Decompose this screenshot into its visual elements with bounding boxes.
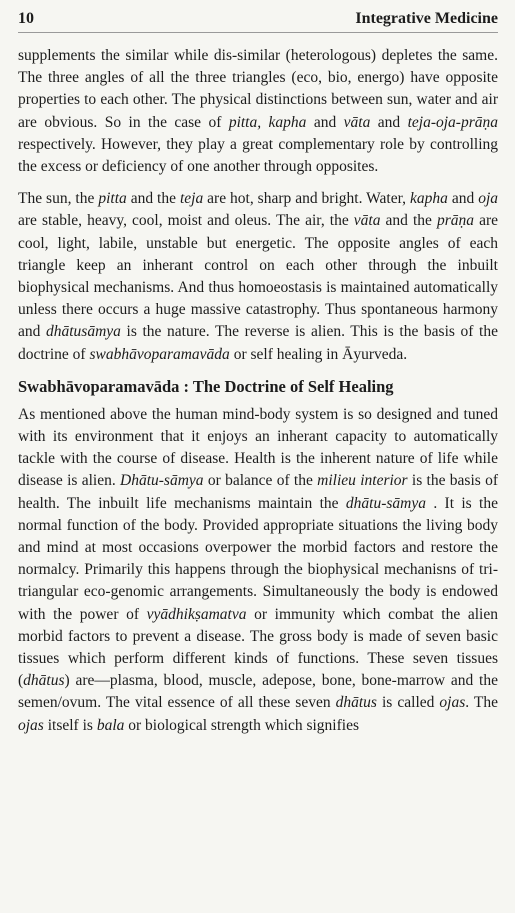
book-title: Integrative Medicine (355, 10, 498, 27)
italic-term: dhātu-sāmya (345, 494, 426, 512)
text-run: and the (380, 212, 437, 230)
italic-term: dhātusāmya (46, 323, 121, 341)
text-run: is the basis of health. The inbuilt life mechanisms maintain the (18, 472, 499, 512)
italic-term: teja-oja-prāṇa (407, 113, 498, 131)
italic-term: milieu interior (317, 472, 408, 490)
section-heading: Swabhāvoparamavāda : The Doctrine of Self Healing (18, 376, 394, 396)
text-run: or biological strength which signifies (124, 716, 359, 734)
italic-term: dhātus (335, 694, 377, 712)
text-run: or immunity which combat the alien morbid factors to prevent a disease. The gross body is made of seven basic tissues which perform different kinds of functions. These seven tissues ( (18, 605, 498, 690)
text-run: The sun, the (18, 190, 99, 208)
text-run: and (370, 113, 408, 131)
italic-term: swabhāvoparamavāda (89, 345, 230, 363)
text-run: is the nature. The reverse is alien. This is the basis of the doctrine of (18, 323, 498, 363)
text-run: are stable, heavy, cool, moist and oleus. The air, the (18, 212, 354, 230)
italic-term: prāṇa (436, 212, 475, 230)
text-run: or balance of the (203, 472, 318, 490)
italic-term: kapha (409, 190, 448, 208)
page-number: 10 (18, 10, 34, 27)
paragraph (18, 188, 498, 366)
text-run: supplements the similar while dis-similar (heterologous) depletes the same. The three angles of all the three triangles (eco, bio, energo) have opposite properties to each other. The physical distinctions between sun, water and air are obvious. So in the case of (18, 47, 498, 131)
italic-term: dhātus (23, 672, 65, 690)
italic-term: teja (179, 190, 204, 208)
paragraph (18, 404, 498, 737)
italic-term: bala (96, 716, 125, 734)
paragraph (18, 45, 498, 178)
italic-term: vāta (343, 113, 371, 131)
italic-term: ojas (18, 716, 44, 734)
text-run: is called (376, 694, 440, 712)
book-page (18, 10, 498, 747)
italic-term: ojas (439, 694, 466, 712)
text-run: As mentioned above the human mind-body system is so designed and tuned with its environment that it enjoys an inherant capacity to automatically tackle with the course of disease. Health is the inherent nature of life while disease is alien. (18, 405, 498, 490)
italic-term: pitta, kapha (228, 113, 307, 131)
text-run: itself is (43, 716, 97, 734)
italic-term: vyādhikṣamatva (146, 605, 247, 623)
text-run: respectively. However, they play a great complementary role by controlling the excess or deficiency of one another through opposites. (18, 135, 498, 176)
italic-term: Dhātu-sāmya (120, 472, 204, 490)
text-run: . It is the normal function of the body. Provided appropriate situations the living body and mind at most occasions overpower the morbid factors and restore the normalcy. Primarily this happens through the biophysical mechanisns of tri-triangular eco-genomic arrangements. Simultaneously the body is endowed with the power of (18, 494, 498, 623)
text-run: or self healing in Āyurveda. (229, 345, 408, 363)
text-run: ) are—plasma, blood, muscle, adepose, bone, bone-marrow and the semen/ovum. The vital essence of all these seven (18, 672, 498, 712)
italic-term: oja (478, 190, 498, 208)
text-run: and (447, 190, 479, 208)
text-run: are cool, light, labile, unstable but energetic. The opposite angles of each triangle keep an inherant control on each other through the inbuilt biophysical mechanisms. And thus homoeostasis is maintained automatically unless there occurs a huge massive catastrophy. Thus spontaneous harmony and (18, 212, 498, 341)
italic-term: vāta (353, 212, 381, 230)
text-run: are hot, sharp and bright. Water, (203, 190, 410, 208)
running-header (18, 10, 498, 33)
italic-term: pitta (98, 190, 127, 208)
text-run: and (306, 113, 344, 131)
text-run: and the (126, 190, 180, 208)
text-run: . The (465, 694, 498, 712)
